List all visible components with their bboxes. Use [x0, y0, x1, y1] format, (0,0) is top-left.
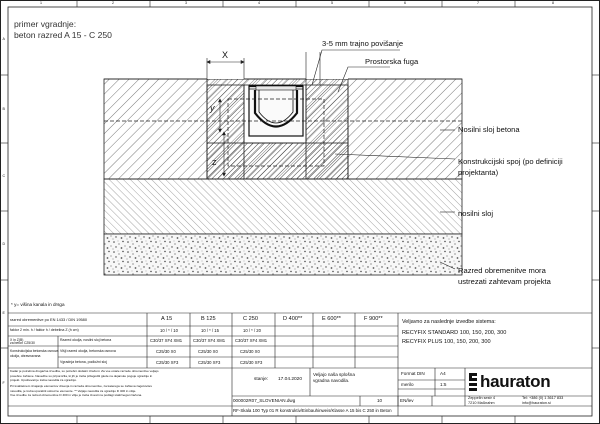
cell-r1-b125: 10 / * / 15	[201, 328, 219, 333]
website: info@hauraton.si	[522, 400, 551, 405]
product-heading: Veljavno za naslednje izvedbe sistema:	[402, 319, 496, 325]
label-load-class-2: ustrezati zahtevam projekta	[458, 277, 551, 286]
sheet-number: 10	[377, 398, 383, 403]
doc-language: EN/lev	[400, 398, 414, 403]
note-2: posebne zahteve. Navedbe so priporočila, ki jih je treba prilagoditi glede na dejanske pogoje vgradnje in	[10, 373, 153, 378]
table-row1-label: razred obremenitve po EN 1433 / DIN 19580	[10, 317, 87, 322]
col-head-c250: C 250	[243, 316, 258, 322]
ruler-side-d: D	[2, 242, 6, 246]
ruler-top-3: 3	[185, 0, 187, 5]
label-load-class-1: Razred obremenitve mora	[458, 266, 546, 275]
label-construction-joint-2: projektanta)	[458, 168, 499, 177]
right-open-void	[306, 62, 348, 79]
brand-name: hauraton	[480, 372, 551, 391]
cell-r4-b125: C25/30 XF3	[198, 360, 221, 365]
scale-value: 1:5	[440, 381, 447, 387]
table-row3-desc: Konstrukcijska betonska osnova	[10, 349, 59, 353]
product-plus: RECYFIX PLUS 100, 150, 200, 300	[402, 339, 491, 345]
drainage-channel	[249, 86, 303, 136]
table-row3-sub: okolja, obravnavana	[10, 354, 41, 358]
label-expansion-joint: Prostorska fuga	[365, 57, 419, 66]
ruler-side-f: F	[2, 381, 5, 385]
ruler-side-a: A	[2, 37, 5, 41]
hauraton-logo-icon	[469, 373, 477, 391]
cell-r3-c250: C25/30 X0	[240, 349, 260, 354]
cell-r2-c250: C30/37 XF4 XM1	[235, 338, 268, 343]
label-raise: 3-5 mm trajno povišanje	[322, 39, 404, 48]
col-head-b125: B 125	[201, 316, 216, 322]
ruler-side-b: B	[2, 107, 5, 111]
stanje-label: stanje:	[254, 377, 269, 382]
cell-r1-c250: 10 / * / 20	[243, 328, 261, 333]
ruler-top-4: 4	[258, 0, 260, 5]
validity-line2: vgradna navodila.	[313, 378, 350, 383]
format-value: A4	[440, 371, 446, 376]
cell-r4-c250: C25/30 XF3	[240, 360, 263, 365]
ruler-top-1: 1	[40, 0, 42, 5]
cell-r3-a15: C25/30 X0	[156, 349, 176, 354]
product-standard: RECYFIX STANDARD 100, 150, 200, 300	[402, 330, 507, 336]
cell-r2-a15: C30/37 XF4 XM1	[150, 338, 183, 343]
subgrade-gravel	[104, 234, 462, 275]
row2-label: Razred okolja, nosilni sloj betona	[60, 338, 112, 342]
row4-label: Vgradnja betona, podložni sloj	[60, 360, 107, 364]
ruler-top-7: 7	[477, 0, 479, 5]
bottom-description: RF-Skala 100 Typ 01 R konstruktiv/Einbauhinweis/Klasse A 15 bis C 250 in Beton	[233, 408, 392, 413]
format-label: Format DIN	[401, 371, 425, 376]
dimension-x: X	[222, 50, 229, 60]
ruler-top-5: 5	[331, 0, 333, 5]
cell-r1-a15: 10 / * / 10	[160, 328, 178, 333]
scale-label: merilo	[401, 381, 414, 387]
row3-label: Višji razred okolja, betonska osnova	[60, 349, 116, 353]
col-head-d400: D 400**	[283, 316, 303, 322]
table-row3b-label: za beton C25/30	[10, 341, 35, 345]
file-name: 000002R07_SLOVENIAN.dwg	[233, 398, 296, 403]
note-6: Vse izvedbe za razred obremenitve D 400 in višje je treba izvesti na podlagi statičnega izračuna.	[10, 393, 143, 397]
drawing-title-line1: primer vgradnje:	[14, 19, 77, 29]
ruler-top-6: 6	[404, 0, 406, 5]
label-construction-joint-1: Konstrukcijski spoj (po definiciji	[458, 157, 563, 166]
col-head-a15: A 15	[161, 316, 173, 322]
base-layer	[104, 179, 462, 234]
ruler-side-e: E	[2, 311, 5, 315]
cell-r4-a15: C25/30 XF3	[156, 360, 179, 365]
note-3: projekt. Upoštevati je treba navodila za vgradnjo.	[10, 378, 77, 382]
note-1: Kadar je potrebna drugačna izvedba, so potrebni dodatni izračuni. Za vse ostale razrede obremenitve veljajo	[10, 369, 159, 373]
ruler-top-2: 2	[112, 0, 114, 5]
dimension-z: z	[212, 157, 217, 167]
address-line1: Zeppelin sestr 4	[468, 396, 496, 400]
cell-r3-b125: C25/30 X0	[198, 349, 218, 354]
label-bearing-layer: nosilni sloj	[458, 209, 494, 218]
ruler-side-c: C	[2, 174, 6, 178]
address-line2: 7210 Maßnahm	[468, 400, 495, 405]
phone-number: Tel: +386 (0) 1 3617 833	[522, 396, 564, 400]
table-row3a-label: X in Z(B)	[10, 338, 24, 342]
ruler-top-8: 8	[552, 0, 554, 5]
col-head-e600: E 600**	[322, 316, 341, 322]
stanje-value: 17.04.2020	[278, 377, 303, 382]
drawing-title-line2: beton razred A 15 - C 250	[14, 30, 112, 40]
spec-table-grid	[8, 313, 592, 416]
note-4: Pri kvalitetnem izvajanju elementov drsenja in razreda obremenitve, za katerega se zahteva zagotovitev	[10, 384, 153, 388]
table-row2-label: faktor 2 min. h / faktor h / debelina Z (h cm)	[10, 328, 79, 332]
col-head-f900: F 900**	[364, 316, 383, 322]
footnote: * y= višina kanala in drsga	[11, 302, 65, 307]
label-concrete-bearing-layer: Nosilni sloj betona	[458, 125, 520, 134]
dimension-y: y	[210, 103, 215, 113]
note-5: navodila, je treba uporabiti ustrezne elemente. ** Veljajo navodila za vgradnjo D 400 in višje.	[10, 388, 137, 393]
left-open-void	[207, 62, 244, 79]
validity-line1: Veljajo naša splošna	[313, 372, 355, 377]
cell-r2-b125: C30/37 XF4 XM1	[193, 338, 226, 343]
